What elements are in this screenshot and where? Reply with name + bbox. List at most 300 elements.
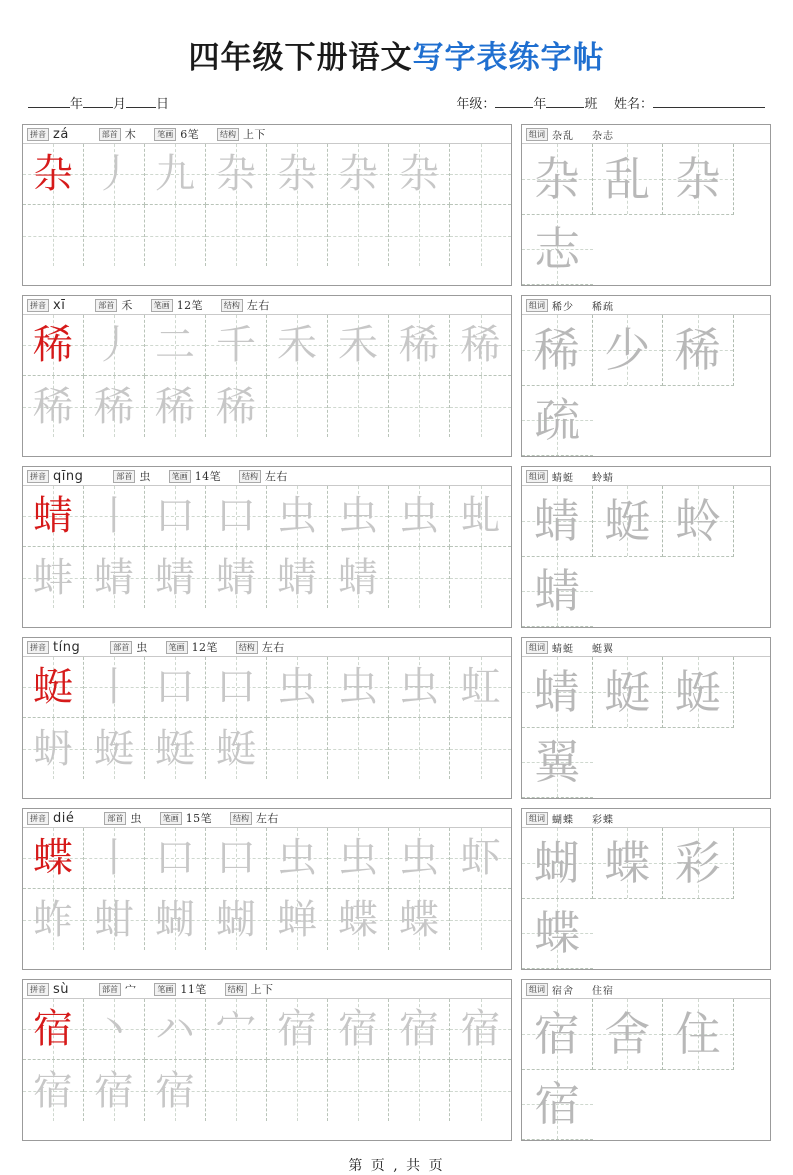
- character-practice-panel: [22, 637, 512, 799]
- practice-cell[interactable]: [84, 657, 145, 718]
- cell-glyph: 蝶: [338, 896, 378, 943]
- cell-glyph: 蜻: [533, 493, 580, 548]
- cell-glyph: 丿: [94, 151, 134, 197]
- practice-grid: [23, 828, 511, 950]
- word-cell[interactable]: [593, 999, 664, 1070]
- cell-glyph: 宿: [94, 1067, 134, 1114]
- cell-glyph: 彩: [674, 835, 721, 890]
- practice-cell[interactable]: [450, 657, 511, 718]
- practice-cell[interactable]: [267, 889, 328, 950]
- cell-glyph: 杂: [399, 151, 439, 197]
- words-meta: [522, 638, 770, 657]
- practice-cell[interactable]: [328, 205, 389, 266]
- cell-glyph: 虫: [338, 664, 378, 710]
- character-practice-panel: [22, 466, 512, 628]
- structure-value: 左右: [246, 299, 270, 312]
- practice-cell[interactable]: [84, 486, 145, 547]
- word-cell[interactable]: [663, 144, 734, 215]
- name-blank[interactable]: [653, 107, 765, 108]
- practice-cell[interactable]: [145, 657, 206, 718]
- practice-cell[interactable]: [206, 547, 267, 608]
- structure-label: 结构: [236, 641, 258, 654]
- practice-cell[interactable]: [389, 999, 450, 1060]
- words-label: 组词: [526, 641, 548, 654]
- strokes-value: 6笔: [180, 128, 200, 141]
- practice-cell[interactable]: [328, 718, 389, 779]
- word-practice-panel: [521, 124, 771, 286]
- words-meta: [522, 809, 770, 828]
- radical-value: 宀: [125, 983, 137, 996]
- strokes-label: 笔画: [151, 299, 173, 312]
- cell-glyph: 丿: [94, 322, 134, 368]
- practice-cell[interactable]: [450, 889, 511, 950]
- cell-glyph: [450, 205, 511, 266]
- practice-cell[interactable]: [450, 144, 511, 205]
- radical-value: 虫: [136, 641, 148, 654]
- word-cell[interactable]: [522, 1070, 593, 1141]
- practice-cell[interactable]: [23, 547, 84, 608]
- words-label: 组词: [526, 812, 548, 825]
- grade-blank[interactable]: [495, 107, 533, 108]
- cell-glyph: 蝴: [216, 896, 256, 943]
- practice-cell[interactable]: [206, 486, 267, 547]
- practice-cell[interactable]: [267, 315, 328, 376]
- character-row: [22, 979, 771, 1141]
- practice-cell[interactable]: [328, 657, 389, 718]
- pinyin-value: dié: [53, 810, 75, 826]
- word-cell[interactable]: [593, 657, 664, 728]
- practice-grid: [23, 657, 511, 779]
- words-label: 组词: [526, 983, 548, 996]
- cell-glyph: 蝴: [155, 896, 195, 943]
- character-row: [22, 466, 771, 628]
- word-cell[interactable]: [522, 215, 593, 286]
- word-grid: [522, 486, 770, 627]
- words-meta: [522, 296, 770, 315]
- practice-cell[interactable]: [145, 144, 206, 205]
- practice-cell[interactable]: [206, 315, 267, 376]
- words-meta: [522, 125, 770, 144]
- cell-glyph: 舍: [604, 1006, 651, 1061]
- word-cell[interactable]: [522, 486, 593, 557]
- word-cell[interactable]: [663, 999, 734, 1070]
- cell-glyph: [206, 1060, 266, 1121]
- word-value: 稀少: [552, 301, 574, 313]
- strokes-label: 笔画: [169, 470, 191, 483]
- cell-glyph: [389, 376, 449, 437]
- practice-cell[interactable]: [328, 144, 389, 205]
- word-cell[interactable]: [593, 828, 664, 899]
- practice-cell[interactable]: [450, 376, 511, 437]
- cell-glyph: 稀: [460, 322, 501, 368]
- cell-glyph: 宿: [277, 1006, 317, 1052]
- cell-glyph: [267, 718, 327, 779]
- character-practice-panel: [22, 295, 512, 457]
- structure-label: 结构: [221, 299, 243, 312]
- practice-cell[interactable]: [450, 315, 511, 376]
- cell-glyph: 丨: [94, 835, 134, 881]
- practice-cell[interactable]: [206, 828, 267, 889]
- practice-cell[interactable]: [389, 486, 450, 547]
- practice-cell[interactable]: [389, 828, 450, 889]
- word-cell[interactable]: [522, 657, 593, 728]
- strokes-value: 15笔: [185, 812, 212, 825]
- cell-glyph: [389, 1060, 449, 1121]
- practice-cell[interactable]: [328, 315, 389, 376]
- character-row: [22, 124, 771, 286]
- practice-cell[interactable]: [206, 1060, 267, 1121]
- practice-cell[interactable]: [389, 889, 450, 950]
- strokes-value: 12笔: [191, 641, 218, 654]
- cell-glyph: 蚌: [33, 554, 73, 601]
- practice-cell[interactable]: [389, 1060, 450, 1121]
- practice-cell[interactable]: [84, 315, 145, 376]
- strokes-label: 笔画: [154, 983, 176, 996]
- cell-glyph: 蝶: [604, 835, 651, 890]
- cell-glyph: 翼: [534, 735, 581, 790]
- cell-glyph: 住: [674, 1006, 721, 1061]
- word-value: 蜻蜓: [552, 643, 574, 655]
- practice-cell[interactable]: [23, 486, 84, 547]
- word-value: 杂志: [592, 130, 614, 142]
- practice-cell[interactable]: [84, 547, 145, 608]
- practice-cell[interactable]: [23, 144, 84, 205]
- words-label: 组词: [526, 470, 548, 483]
- cell-glyph: [450, 718, 511, 779]
- practice-cell[interactable]: [267, 376, 328, 437]
- practice-cell[interactable]: [389, 718, 450, 779]
- word-cell[interactable]: [522, 557, 593, 628]
- pinyin-value: tíng: [53, 639, 81, 655]
- practice-cell[interactable]: [206, 657, 267, 718]
- cell-glyph: [328, 376, 388, 437]
- cell-glyph: 杂: [216, 151, 256, 197]
- practice-cell[interactable]: [23, 718, 84, 779]
- cell-glyph: [267, 1060, 327, 1121]
- strokes-value: 11笔: [180, 983, 207, 996]
- cell-glyph: 宀: [216, 1006, 256, 1052]
- cell-glyph: 蚒: [33, 725, 73, 772]
- practice-cell[interactable]: [23, 828, 84, 889]
- cell-glyph: 禾: [277, 322, 317, 368]
- cell-glyph: 稀: [399, 322, 439, 368]
- practice-cell[interactable]: [84, 376, 145, 437]
- cell-glyph: 杂: [533, 151, 580, 206]
- practice-cell[interactable]: [389, 657, 450, 718]
- radical-value: 虫: [139, 470, 151, 483]
- cell-glyph: [267, 376, 327, 437]
- class-blank[interactable]: [546, 107, 584, 108]
- practice-cell[interactable]: [145, 486, 206, 547]
- practice-cell[interactable]: [450, 1060, 511, 1121]
- practice-cell[interactable]: [145, 376, 206, 437]
- practice-cell[interactable]: [450, 547, 511, 608]
- practice-cell[interactable]: [328, 1060, 389, 1121]
- cell-glyph: 虫: [338, 493, 378, 539]
- word-grid: [522, 657, 770, 798]
- word-cell[interactable]: [522, 999, 593, 1070]
- pinyin-label: 拼音: [27, 983, 49, 996]
- practice-cell[interactable]: [267, 718, 328, 779]
- practice-cell[interactable]: [145, 1060, 206, 1121]
- word-grid: [522, 828, 770, 969]
- practice-cell[interactable]: [206, 205, 267, 266]
- practice-cell[interactable]: [84, 828, 145, 889]
- practice-cell[interactable]: [328, 376, 389, 437]
- practice-cell[interactable]: [84, 144, 145, 205]
- practice-cell[interactable]: [145, 999, 206, 1060]
- cell-glyph: 口: [155, 835, 195, 881]
- practice-cell[interactable]: [145, 889, 206, 950]
- radical-value: 禾: [121, 299, 133, 312]
- cell-glyph: [389, 205, 449, 266]
- cell-glyph: 宿: [533, 1006, 580, 1061]
- structure-value: 上下: [243, 128, 266, 141]
- cell-glyph: 虫: [277, 493, 317, 539]
- character-rows: [22, 124, 771, 1141]
- word-practice-panel: [521, 979, 771, 1141]
- practice-cell[interactable]: [267, 547, 328, 608]
- word-cell[interactable]: [593, 315, 664, 386]
- grade-label: 年级：: [456, 97, 496, 112]
- character-practice-panel: [22, 808, 512, 970]
- character-meta: [23, 638, 511, 657]
- practice-cell[interactable]: [84, 999, 145, 1060]
- radical-label: 部首: [110, 641, 132, 654]
- word-cell[interactable]: [663, 657, 734, 728]
- structure-value: 上下: [250, 983, 274, 996]
- practice-grid: [23, 486, 511, 608]
- strokes-label: 笔画: [166, 641, 188, 654]
- cell-glyph: 乱: [604, 151, 651, 206]
- grade-unit: 年: [533, 97, 547, 112]
- radical-label: 部首: [104, 812, 126, 825]
- cell-glyph: [450, 547, 511, 608]
- character-meta: [23, 296, 511, 315]
- cell-glyph: 口: [155, 493, 195, 539]
- practice-grid: [23, 144, 511, 266]
- cell-glyph: 虫: [338, 835, 378, 881]
- words-label: 组词: [526, 299, 548, 312]
- character-row: [22, 637, 771, 799]
- practice-cell[interactable]: [84, 889, 145, 950]
- cell-glyph: 杂: [674, 151, 721, 206]
- practice-cell[interactable]: [328, 547, 389, 608]
- cell-glyph: 丨: [94, 493, 134, 539]
- cell-glyph: 蛉: [674, 493, 721, 548]
- practice-cell[interactable]: [267, 828, 328, 889]
- practice-cell[interactable]: [206, 376, 267, 437]
- cell-glyph: [206, 205, 266, 266]
- cell-glyph: [145, 205, 205, 266]
- practice-cell[interactable]: [450, 205, 511, 266]
- cell-glyph: 稀: [33, 322, 73, 368]
- date-month-blank[interactable]: [83, 107, 113, 108]
- word-grid: [522, 999, 770, 1140]
- word-cell[interactable]: [522, 899, 593, 970]
- cell-glyph: 蚱: [33, 896, 73, 943]
- cell-glyph: 虫: [277, 835, 317, 881]
- cell-glyph: 蜻: [533, 664, 580, 719]
- radical-label: 部首: [99, 128, 121, 141]
- cell-glyph: 虬: [460, 493, 501, 539]
- word-cell[interactable]: [593, 144, 664, 215]
- practice-cell[interactable]: [23, 657, 84, 718]
- page-footer: 第 页 , 共 页: [348, 1158, 445, 1174]
- practice-cell[interactable]: [267, 657, 328, 718]
- cell-glyph: [23, 205, 83, 266]
- practice-cell[interactable]: [23, 205, 84, 266]
- cell-glyph: 宿: [33, 1067, 73, 1114]
- date-day-label: 日: [156, 97, 170, 112]
- page-title: [22, 14, 771, 83]
- practice-cell[interactable]: [389, 315, 450, 376]
- cell-glyph: [84, 205, 144, 266]
- cell-glyph: 口: [216, 493, 256, 539]
- name-label: 姓名：: [613, 97, 653, 112]
- practice-cell[interactable]: [145, 205, 206, 266]
- date-day-blank[interactable]: [126, 107, 156, 108]
- practice-cell[interactable]: [23, 315, 84, 376]
- cell-glyph: 稀: [674, 322, 721, 377]
- word-practice-panel: [521, 808, 771, 970]
- cell-glyph: 蜓: [604, 493, 651, 548]
- radical-label: 部首: [113, 470, 135, 483]
- cell-glyph: 宿: [534, 1077, 581, 1132]
- character-row: [22, 808, 771, 970]
- character-meta: [23, 809, 511, 828]
- practice-cell[interactable]: [206, 999, 267, 1060]
- practice-cell[interactable]: [450, 828, 511, 889]
- word-practice-panel: [521, 295, 771, 457]
- practice-cell[interactable]: [206, 718, 267, 779]
- words-meta: [522, 980, 770, 999]
- title-blue-part: 写字表练字帖: [412, 40, 605, 76]
- cell-glyph: 虾: [460, 835, 501, 881]
- practice-cell[interactable]: [145, 718, 206, 779]
- practice-cell[interactable]: [328, 486, 389, 547]
- cell-glyph: 蜓: [216, 725, 256, 772]
- practice-cell[interactable]: [267, 205, 328, 266]
- word-value: 蝴蝶: [552, 814, 574, 826]
- word-value: 彩蝶: [592, 814, 614, 826]
- character-practice-panel: [22, 124, 512, 286]
- cell-glyph: 虫: [399, 835, 439, 881]
- cell-glyph: 蜻: [277, 554, 317, 601]
- radical-value: 虫: [130, 812, 142, 825]
- pinyin-label: 拼音: [27, 128, 49, 141]
- word-cell[interactable]: [522, 386, 593, 457]
- practice-cell[interactable]: [84, 718, 145, 779]
- word-cell[interactable]: [522, 315, 593, 386]
- practice-cell[interactable]: [23, 376, 84, 437]
- practice-cell[interactable]: [328, 828, 389, 889]
- practice-cell[interactable]: [267, 486, 328, 547]
- practice-cell[interactable]: [450, 486, 511, 547]
- practice-cell[interactable]: [145, 315, 206, 376]
- cell-glyph: 蜓: [604, 664, 651, 719]
- practice-cell[interactable]: [450, 999, 511, 1060]
- practice-grid: [23, 315, 511, 437]
- practice-cell[interactable]: [84, 205, 145, 266]
- cell-glyph: [328, 1060, 388, 1121]
- cell-glyph: [450, 376, 511, 437]
- date-month-label: 月: [113, 97, 127, 112]
- word-cell[interactable]: [522, 144, 593, 215]
- cell-glyph: 口: [216, 835, 256, 881]
- practice-cell[interactable]: [84, 1060, 145, 1121]
- practice-cell[interactable]: [267, 1060, 328, 1121]
- cell-glyph: 稀: [216, 383, 256, 430]
- practice-cell[interactable]: [145, 547, 206, 608]
- practice-cell[interactable]: [389, 144, 450, 205]
- pinyin-label: 拼音: [27, 641, 49, 654]
- title-black-part: 四年级下册语文: [188, 40, 413, 76]
- cell-glyph: 九: [155, 151, 195, 197]
- practice-cell[interactable]: [145, 828, 206, 889]
- word-cell[interactable]: [522, 828, 593, 899]
- strokes-value: 14笔: [194, 470, 221, 483]
- word-cell[interactable]: [663, 315, 734, 386]
- practice-cell[interactable]: [389, 376, 450, 437]
- cell-glyph: 蝶: [534, 906, 581, 961]
- cell-glyph: 禾: [338, 322, 378, 368]
- practice-cell[interactable]: [328, 889, 389, 950]
- word-grid: [522, 144, 770, 285]
- cell-glyph: 蝴: [533, 835, 580, 890]
- pinyin-value: xī: [53, 297, 66, 313]
- word-value: 稀疏: [592, 301, 614, 313]
- cell-glyph: 稀: [94, 383, 134, 430]
- practice-cell[interactable]: [389, 547, 450, 608]
- cell-glyph: 宿: [33, 1006, 73, 1052]
- strokes-value: 12笔: [176, 299, 203, 312]
- cell-glyph: [450, 889, 511, 950]
- practice-cell[interactable]: [267, 999, 328, 1060]
- practice-cell[interactable]: [267, 144, 328, 205]
- cell-glyph: 宿: [338, 1006, 378, 1052]
- practice-cell[interactable]: [23, 889, 84, 950]
- cell-glyph: 杂: [338, 151, 378, 197]
- cell-glyph: [389, 547, 449, 608]
- class-unit: 班: [584, 97, 598, 112]
- cell-glyph: 稀: [33, 383, 73, 430]
- word-grid: [522, 315, 770, 456]
- word-cell[interactable]: [663, 828, 734, 899]
- date-year-blank[interactable]: [28, 107, 70, 108]
- practice-cell[interactable]: [328, 999, 389, 1060]
- cell-glyph: 蜻: [534, 564, 581, 619]
- cell-glyph: 杂: [277, 151, 317, 197]
- cell-glyph: 丨: [94, 664, 134, 710]
- pinyin-value: qīng: [53, 468, 84, 484]
- practice-cell[interactable]: [23, 999, 84, 1060]
- practice-cell[interactable]: [206, 889, 267, 950]
- cell-glyph: [450, 1060, 511, 1121]
- word-cell[interactable]: [522, 728, 593, 799]
- cell-glyph: 蚶: [94, 896, 134, 943]
- word-cell[interactable]: [663, 486, 734, 557]
- pinyin-label: 拼音: [27, 812, 49, 825]
- cell-glyph: 蜻: [155, 554, 195, 601]
- pinyin-label: 拼音: [27, 299, 49, 312]
- word-cell[interactable]: [593, 486, 664, 557]
- practice-cell[interactable]: [23, 1060, 84, 1121]
- practice-cell[interactable]: [389, 205, 450, 266]
- practice-cell[interactable]: [206, 144, 267, 205]
- practice-cell[interactable]: [450, 718, 511, 779]
- strokes-label: 笔画: [160, 812, 182, 825]
